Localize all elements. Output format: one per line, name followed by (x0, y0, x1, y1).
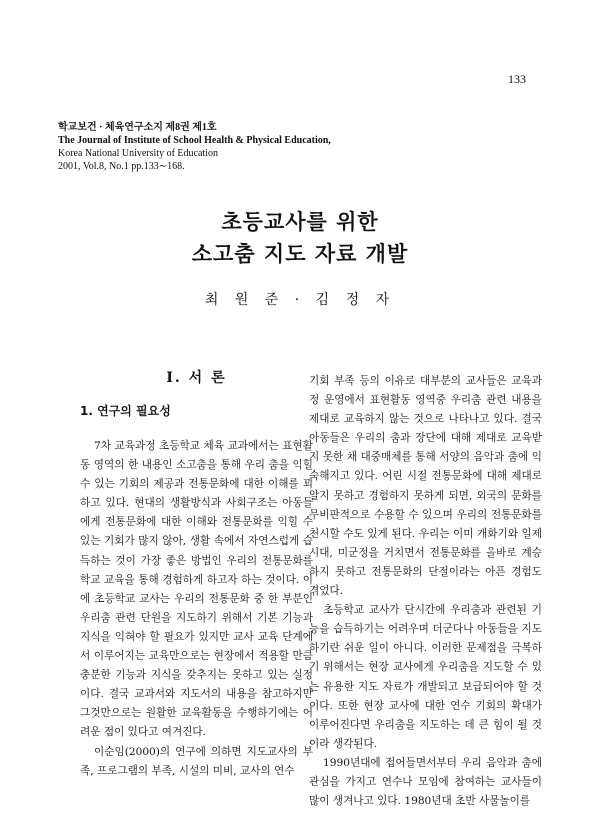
journal-english-title: The Journal of Institute of School Health & Physical Education, (58, 135, 331, 146)
subsection-heading: 1. 연구의 필요성 (80, 404, 171, 418)
journal-citation (58, 121, 331, 173)
journal-volume-info: 2001, Vol.8, No.1 pp.133∼168. (58, 161, 185, 172)
paper-title-line-1: 초등교사를 위한 (221, 209, 379, 234)
left-column (80, 437, 313, 781)
paragraph: 이순임(2000)의 연구에 의하면 지도교사의 부족, 프로그램의 부족, 시설의 미비, 교사의 연수 (80, 745, 313, 777)
right-column (309, 372, 542, 811)
journal-korean-title: 학교보건 · 체육연구소지 제8권 제1호 (58, 122, 217, 133)
paragraph: 기회 부족 등의 이유로 대부분의 교사들은 교육과정 운영에서 표현활동 영역중 우리춤 관련 내용을 제대로 교육하지 않는 것으로 나타나고 있다. 결국 아동들은 우리의 춤과 장단에 대해 제대로 교육받지 못한 채 대중매체를 통해 서양의 음악과 춤에 익숙해지고 있다. 어린 시절 전통문화에 대해 제대로 알지 못하고 경험하지 못하게 되면, 외국의 문화를 무비판적으로 수용할 수 있으며 우리의 전통문화를 천시할 수도 있게 된다. 우리는 이미 개화기와 일제시대, 미군정을 거치면서 전통문화를 올바로 계승하지 못하고 전통문화의 단절이라는 아픈 경험도 겪었다. (309, 375, 542, 598)
page-number: 133 (508, 72, 526, 86)
paper-title-line-2: 소고춤 지도 자료 개발 (191, 241, 409, 266)
section-heading: Ⅰ. 서 론 (166, 370, 227, 386)
authors: 최 원 준 · 김 정 자 (204, 292, 396, 308)
paragraph: 1990년대에 접어들면서부터 우리 음악과 춤에 관심을 가지고 연수나 모임에 참여하는 교사들이 많이 생겨나고 있다. 1980년대 초반 사물놀이를 (309, 756, 542, 808)
paragraph: 초등학교 교사가 단시간에 우리춤과 관련된 기능을 습득하기는 어려우며 더군다나 아동들을 지도하기란 쉬운 일이 아니다. 이러한 문제점을 극복하기 위해서는 현장 교사에게 우리춤을 지도할 수 있는 유용한 지도 자료가 개발되고 보급되어야 할 것이다. 또한 현장 교사에 대한 연수 기회의 확대가 이루어진다면 우리춤을 지도하는 데 큰 힘이 될 것이라 생각된다. (309, 604, 542, 750)
paragraph: 7차 교육과정 초등학교 체육 교과에서는 표현활동 영역의 한 내용인 소고춤을 통해 우리 춤을 익힐 수 있는 기회의 제공과 전통문화에 대한 이해를 꾀하고 있다. 현대의 생활방식과 사회구조는 아동들에게 전통문화에 대한 이해와 전통문화를 익힐 수 있는 기회가 많지 않아, 생활 속에서 자연스럽게 습득하는 것이 가장 좋은 방법인 우리의 전통문화를 학교 교육을 통해 경험하게 하고자 하는 것이다. 이에 초등학교 교사는 우리의 전통문화 중 한 부분인 우리춤 관련 단원을 지도하기 위해서 기본 기능과 지식을 익혀야 할 필요가 있지만 교사 교육 단계에서 이루어지는 교육만으로는 현장에서 적용할 만큼 충분한 기능과 지식을 갖추지는 못하고 있는 실정이다. 결국 교과서와 지도서의 내용을 참고하지만 그것만으로는 원활한 교육활동을 수행하기에는 어려운 점이 있다고 여겨진다. (80, 440, 313, 739)
journal-institution: Korea National University of Education (58, 148, 218, 159)
